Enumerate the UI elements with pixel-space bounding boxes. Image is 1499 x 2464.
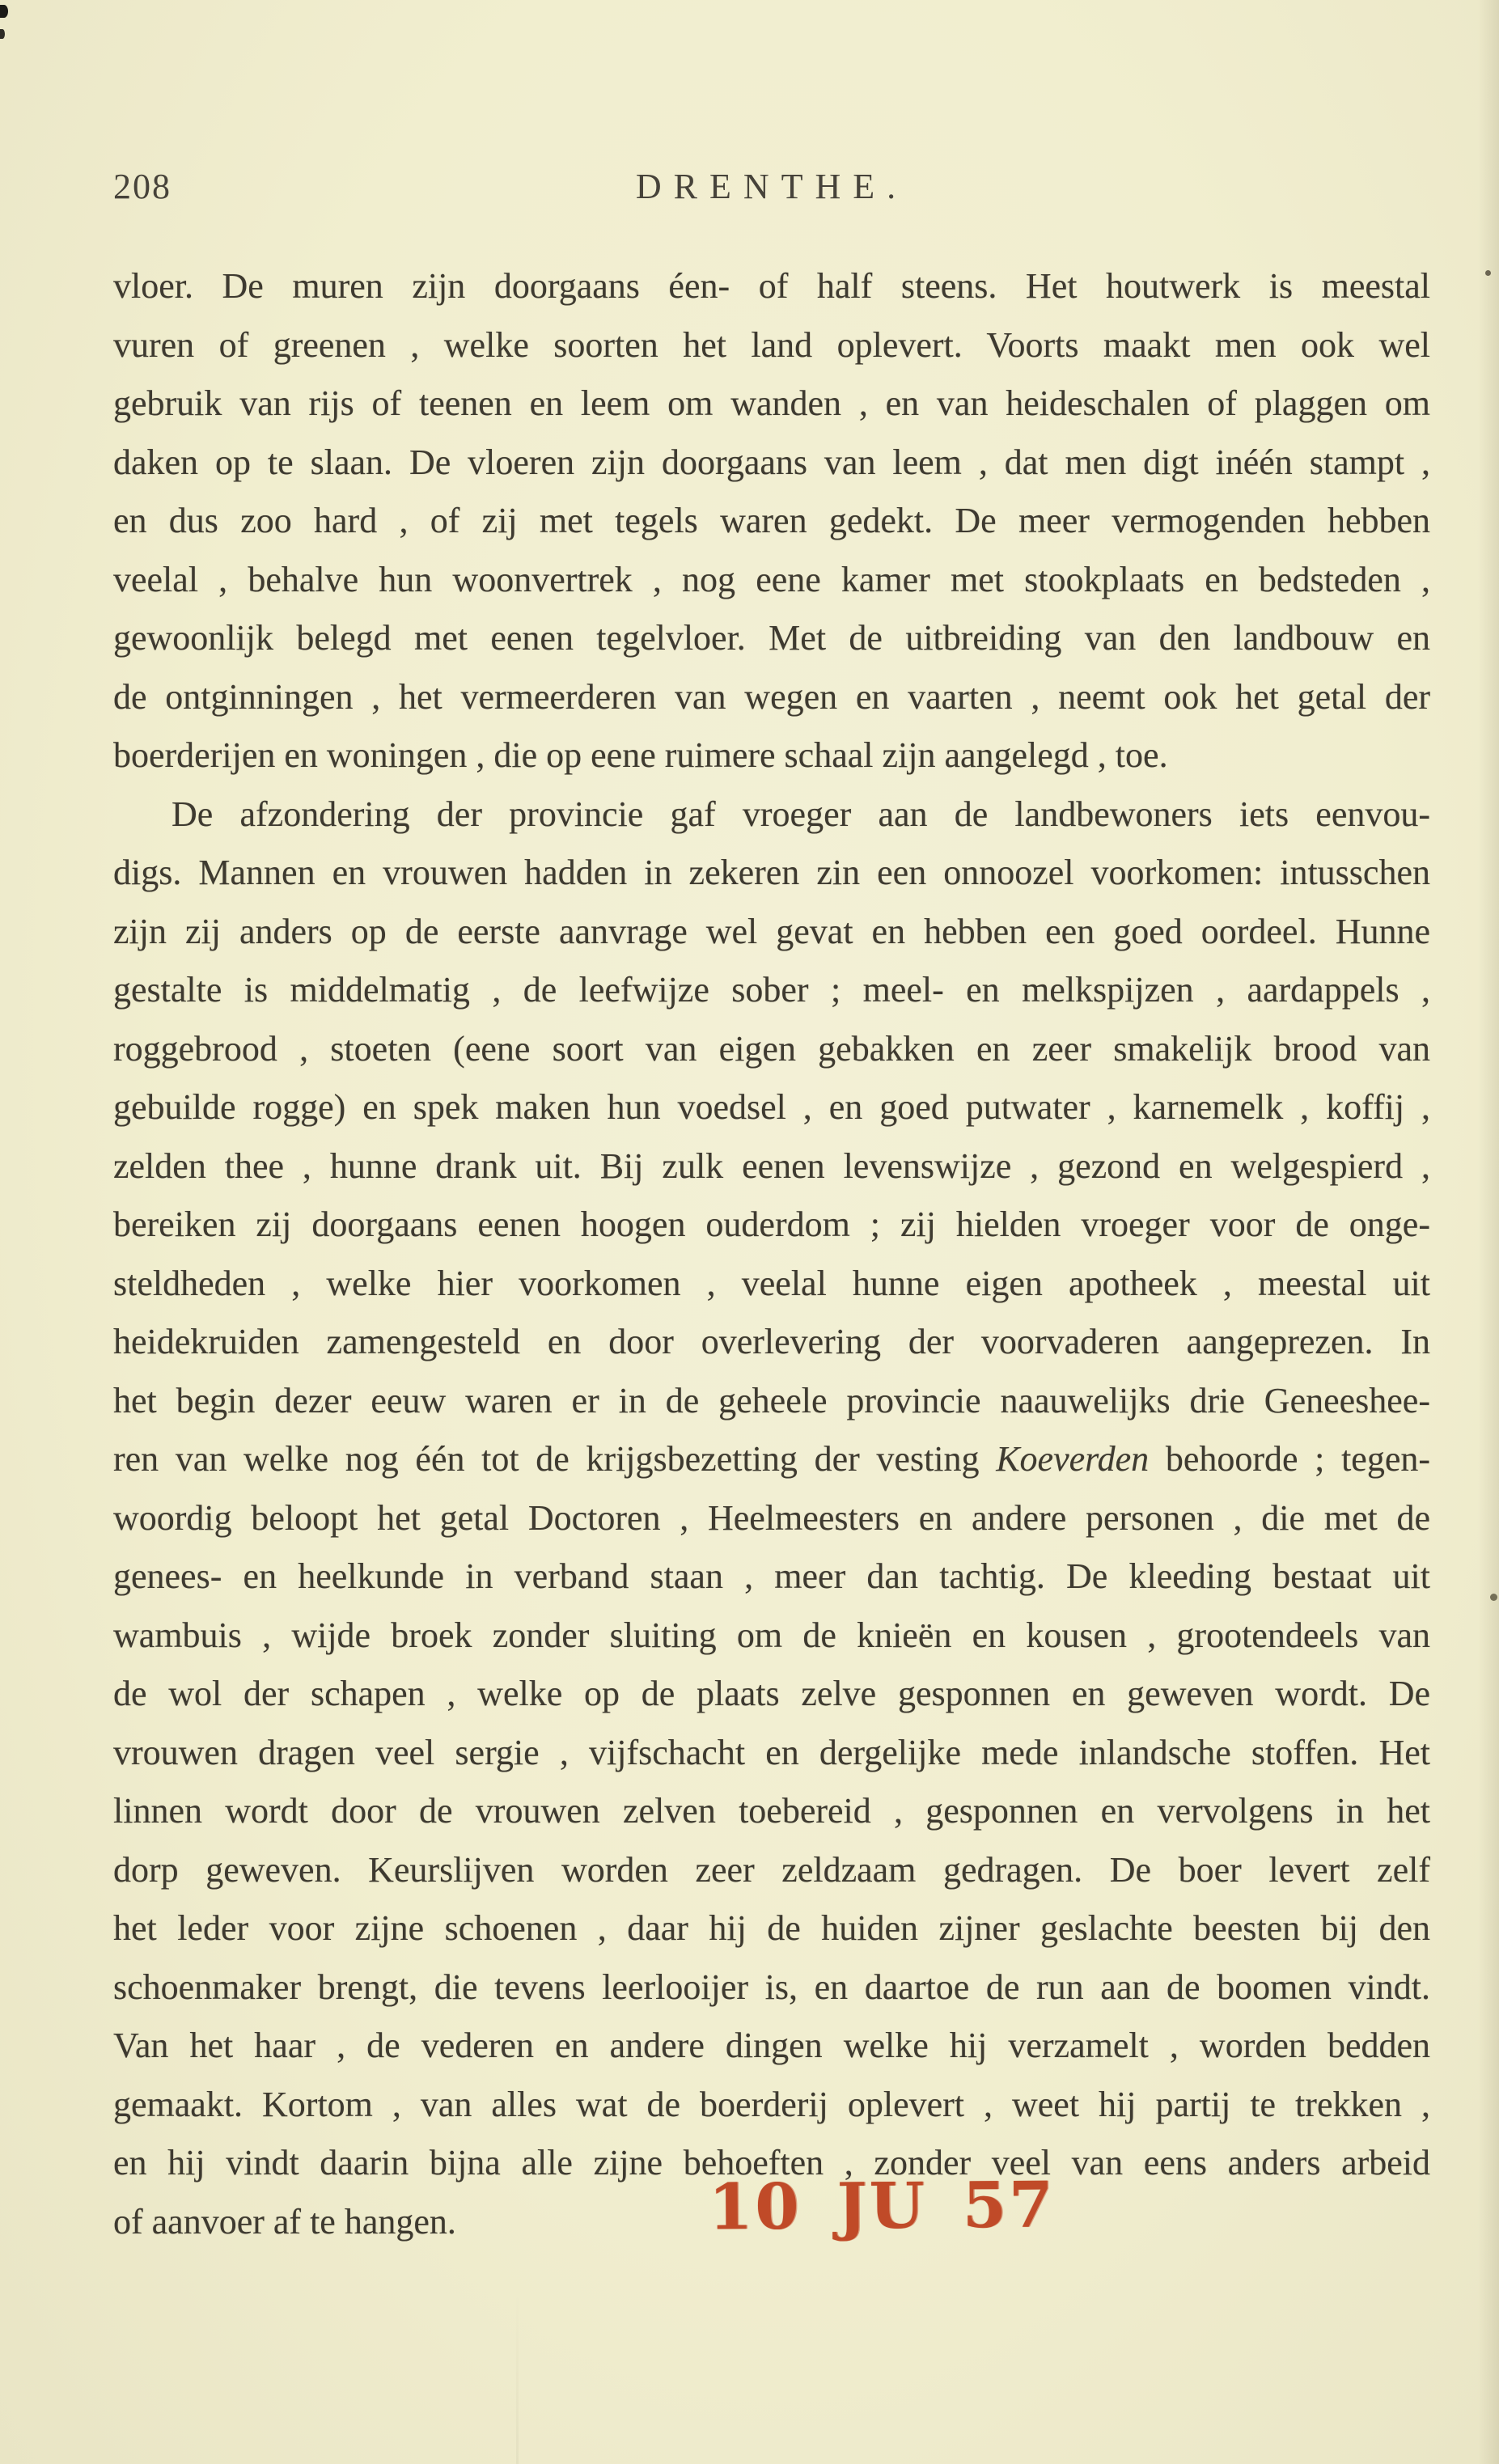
text-line: vrouwen dragen veel sergie , vijfschacht en dergelijke mede inlandsche stoffen. Het xyxy=(113,1732,1430,1772)
text-line: het begin dezer eeuw waren er in de geheele provincie naauwelijks drie Geneeshee- xyxy=(113,1380,1430,1420)
text-line: steldheden , welke hier voorkomen , veelal hunne eigen apotheek , meestal uit xyxy=(113,1263,1430,1303)
page-edge-speck xyxy=(1490,1594,1497,1601)
paragraph-2 xyxy=(113,785,1430,2252)
text-line: De afzondering der provincie gaf vroeger aan de landbewoners iets eenvou- xyxy=(171,794,1430,834)
text-line: vuren of greenen , welke soorten het land oplevert. Voorts maakt men ook wel xyxy=(113,324,1430,365)
paragraph-1 xyxy=(113,257,1430,785)
text-line-with-italic xyxy=(113,1430,1430,1489)
text-line: gemaakt. Kortom , van alles wat de boerderij oplevert , weet hij partij te trekken , xyxy=(113,2084,1430,2124)
text-line: vloer. De muren zijn doorgaans éen- of half steens. Het houtwerk is meestal xyxy=(113,266,1430,306)
date-stamp: 10 JU 57 xyxy=(708,2168,1056,2244)
text-line: gestalte is middelmatig , de leefwijze sober ; meel- en melkspijzen , aardappels , xyxy=(113,970,1430,1010)
text-line: dorp geweven. Keurslijven worden zeer zeldzaam gedragen. De boer levert zelf xyxy=(113,1849,1430,1890)
text-line: en dus zoo hard , of zij met tegels waren gedekt. De meer vermogenden hebben xyxy=(113,501,1430,540)
page-edge-shadow xyxy=(1478,0,1499,2464)
text-line: boerderijen en woningen , die op eene ruimere schaal zijn aangelegd , toe. xyxy=(113,735,1168,775)
text-line: schoenmaker brengt, die tevens leerlooijer is, en daartoe de run aan de boomen vindt. xyxy=(113,1967,1430,2007)
text-line: zijn zij anders op de eerste aanvrage wel gevat en hebben een goed oordeel. Hunne xyxy=(113,911,1430,951)
page-edge-speck xyxy=(0,29,5,39)
running-head: DRENTHE. xyxy=(635,167,908,206)
text-line: de wol der schapen , welke op de plaats zelve gesponnen en geweven wordt. De xyxy=(113,1674,1430,1713)
text-line: roggebrood , stoeten (eene soort van eigen gebakken en zeer smakelijk brood van xyxy=(113,1028,1430,1069)
last-line-text: of aanvoer af te hangen. xyxy=(113,2201,456,2242)
text-line: Van het haar , de vederen en andere dingen welke hij verzamelt , worden bedden xyxy=(113,2026,1430,2065)
text-line: zelden thee , hunne drank uit. Bij zulk eenen levenswijze , gezond en welgespierd , xyxy=(113,1145,1430,1186)
paper-crease xyxy=(516,2289,519,2464)
text-line: wambuis , wijde broek zonder sluiting om de knieën en kousen , grootendeels van xyxy=(113,1615,1430,1655)
text-line: veelal , behalve hun woonvertrek , nog eene kamer met stookplaats en bedsteden , xyxy=(113,559,1430,599)
page-edge-speck xyxy=(0,5,8,18)
text-line: gewoonlijk belegd met eenen tegelvloer. Met de uitbreiding van den landbouw en xyxy=(113,618,1430,658)
text-line: en hij vindt daarin bijna alle zijne behoeften , zonder veel van eens anders arbeid xyxy=(113,2143,1430,2182)
text-line: genees- en heelkunde in verband staan , meer dan tachtig. De kleeding bestaat uit xyxy=(113,1556,1430,1596)
text-segment: behoorde ; tegen- xyxy=(1149,1439,1431,1479)
text-line: bereiken zij doorgaans eenen hoogen ouderdom ; zij hielden vroeger voor de onge- xyxy=(113,1204,1430,1244)
page-edge-speck xyxy=(1485,270,1491,276)
text-segment: ren van welke nog één tot de krijgsbezetting der vesting xyxy=(113,1439,997,1479)
text-line: heidekruiden zamengesteld en door overlevering der voorvaderen aangeprezen. In xyxy=(113,1322,1430,1361)
text-line: gebuilde rogge) en spek maken hun voedsel , en goed putwater , karnemelk , koffij , xyxy=(113,1087,1430,1127)
running-head-row xyxy=(113,166,1430,214)
body-text xyxy=(113,257,1430,2251)
place-name-italic: Koeverden xyxy=(996,1439,1150,1479)
text-line: gebruik van rijs of teenen en leem om wanden , en van heideschalen of plaggen om xyxy=(113,383,1430,423)
text-line: het leder voor zijne schoenen , daar hij de huiden zijner geslachte beesten bij den xyxy=(113,1908,1430,1948)
text-line: woordig beloopt het getal Doctoren , Heelmeesters en andere personen , die met de xyxy=(113,1497,1430,1538)
text-line: digs. Mannen en vrouwen hadden in zekeren zin een onnoozel voorkomen: intusschen xyxy=(113,853,1430,892)
text-line: linnen wordt door de vrouwen zelven toebereid , gesponnen en vervolgens in het xyxy=(113,1791,1430,1831)
text-line: de ontginningen , het vermeerderen van wegen en vaarten , neemt ook het getal der xyxy=(113,676,1430,717)
text-line xyxy=(113,2168,1430,2252)
text-line: daken op te slaan. De vloeren zijn doorgaans van leem , dat men digt inéén stampt , xyxy=(113,442,1430,482)
page-number: 208 xyxy=(113,167,171,206)
